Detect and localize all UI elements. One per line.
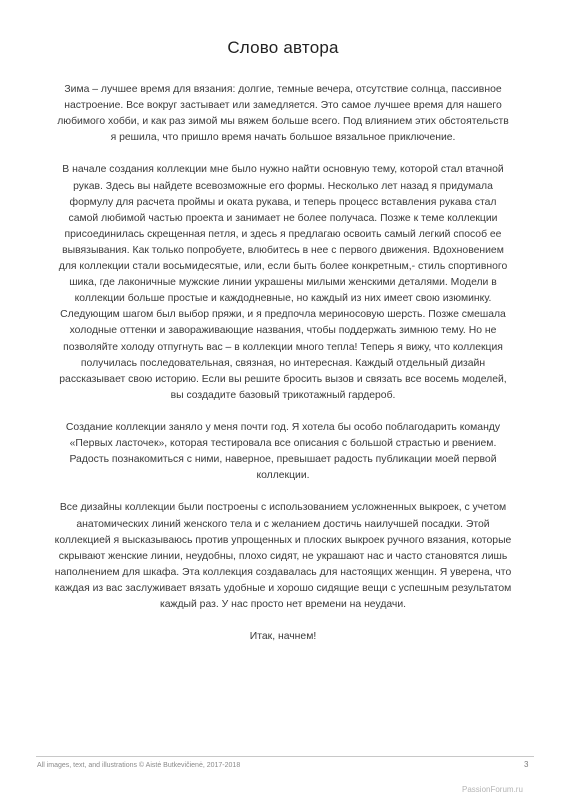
paragraph-design-philosophy: Все дизайны коллекции были построены с использованием усложненных выкроек, с учетом анатомических линий женского тела и с желанием достичь наилучшей посадки. Этой коллекцией я высказываюсь против упрощенных и плоских выкроек ручного вязания, которые скрывают женские линии, неудобны, плохо сидят, не украшают нас и часто становятся лишь наполнением для шкафа. Эта коллекция создавалась для настоящих женщин. Я уверена, что каждая из вас заслуживает вязать удобные и хорошо сидящие вещи с успешным результатом каждый раз. У нас просто нет времени на неудачи. — [54, 502, 512, 610]
footer-divider — [36, 756, 534, 757]
page-title: Слово автора — [227, 38, 339, 57]
paragraph-intro: Зима – лучшее время для вязания: долгие, темные вечера, отсутствие солнца, пассивное настроение. Все вокруг застывает или замедляется. Это самое лучшее время для нашего любимого хобби, и как раз зимой мы вяжем больше всего. Под влиянием этих обстоятельств я решила, что пришло время начать большое вязальное приключение. — [57, 84, 509, 144]
footer-copyright: All images, text, and illustrations © Aistė Butkevičienė, 2017-2018 — [37, 762, 241, 769]
paragraph-collection-theme: В начале создания коллекции мне было нужно найти основную тему, которой стал втачной рукав. Здесь вы найдете всевозможные его формы. Несколько лет назад я придумала формулу для расчета проймы и оката рукава, и теперь процесс вставления рукава стал самой любимой частью проекта и занимает не более получаса. Позже к теме коллекции присоединилась скрещенная петля, и здесь я предлагаю освоить самый легкий способ ее вывязывания. Как только попробуете, влюбитесь в нее с первого движения. Вдохновением для коллекции стали восьмидесятые, или, если быть более конкретным,- стиль спортивного шика, где лаконичные мужские линии украшены милыми женскими деталями. Модели в коллекции больше простые и каждодневные, но каждый из них имеет свою изюминку. Следующим шагом был выбор пряжи, и я предпочла мериносовую шерсть. Позже смешала холодные оттенки и завораживающие названия, чтобы поддержать зимнюю тему. Но не позволяйте холоду отпугнуть вас – в коллекции много тепла! Теперь я вижу, что коллекция получилась последовательная, связная, но интересная. Каждый отдельный дизайн рассказывает свою историю. Если вы решите бросить вызов и связать все восемь моделей, вы создадите базовый трикотажный гардероб. — [58, 164, 508, 401]
paragraph-acknowledgements: Создание коллекции заняло у меня почти год. Я хотела бы особо поблагодарить команду «Первых ласточек», которая тестировала все описания с большой страстью и рвением. Радость познакомиться с ними, наверное, превышает радость публикации моей первой коллекции. — [65, 421, 501, 482]
watermark: PassionForum.ru — [462, 785, 523, 794]
paragraph-closing: Итак, начнем! — [249, 631, 317, 643]
page-number: 3 — [524, 760, 529, 769]
body-text — [54, 82, 512, 661]
